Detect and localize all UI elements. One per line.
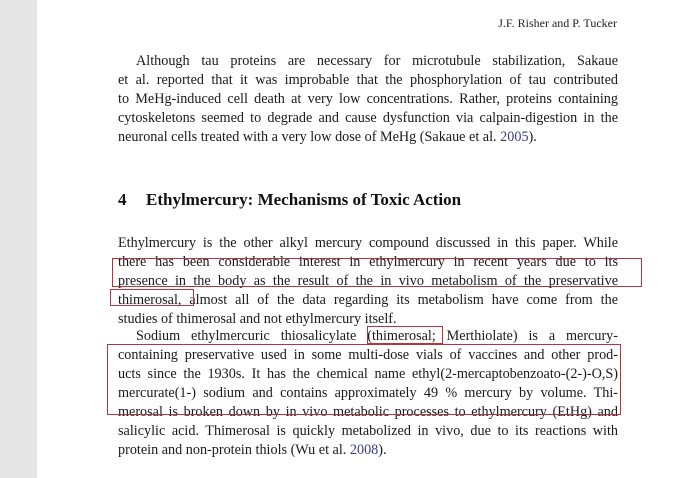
- text-line: et al. reported that it was improbable that the phosphorylation of tau contributed: [118, 72, 618, 88]
- text-line: merosal is broken down by in vivo metabolic processes to ethylmercury (EtHg) and: [118, 404, 618, 420]
- text-line: salicylic acid. Thimerosal is quickly metabolized in vivo, due to its reactions with: [118, 423, 618, 439]
- citation-link-sakaue-2005[interactable]: 2005: [500, 129, 529, 145]
- text-line: to MeHg-induced cell death at very low concentrations. Rather, proteins containing: [118, 91, 618, 107]
- text-line: there has been considerable interest in ethylmercury in recent years due to its: [118, 254, 618, 270]
- text-span: ).: [378, 442, 387, 458]
- text-line-last: [118, 128, 618, 147]
- text-span: protein and non-protein thiols (Wu et al.: [118, 442, 350, 458]
- text-line: mercurate(1-) sodium and contains approximately 49 % mercury by volume. Thi-: [118, 385, 618, 401]
- text-line: Although tau proteins are necessary for microtubule stabilization, Sakaue: [136, 53, 618, 69]
- text-line: ucts since the 1930s. It has the chemical name ethyl(2-mercaptobenzoato-(2-)-O,S): [118, 366, 618, 382]
- citation-link-wu-2008[interactable]: 2008: [349, 442, 379, 458]
- text-line: studies of thimerosal and not ethylmercury itself.: [118, 311, 397, 327]
- section-number: 4: [118, 190, 127, 209]
- text-line: Ethylmercury is the other alkyl mercury compound discussed in this paper. While: [118, 235, 618, 251]
- text-line: Sodium ethylmercuric thiosalicylate (thimerosal; Merthiolate) is a mercury-: [136, 328, 618, 344]
- text-line: cytoskeletons seemed to degrade and cause dysfunction via calpain-digestion in the: [118, 110, 618, 126]
- viewer-left-gutter: [0, 0, 37, 478]
- text-line: containing preservative used in some multi-dose vials of vaccines and other prod-: [118, 347, 618, 363]
- section-title: Ethylmercury: Mechanisms of Toxic Action: [146, 190, 462, 209]
- text-line: thimerosal, almost all of the data regarding its metabolism have come from the: [118, 292, 618, 308]
- text-span: neuronal cells treated with a very low dose of MeHg (Sakaue et al.: [118, 129, 501, 145]
- running-head: J.F. Risher and P. Tucker: [498, 16, 617, 30]
- text-line-last: [118, 441, 618, 460]
- text-line: presence in the body as the result of the in vivo metabolism of the preservative: [118, 273, 618, 289]
- text-span: ).: [528, 129, 537, 145]
- section-heading: [118, 190, 461, 210]
